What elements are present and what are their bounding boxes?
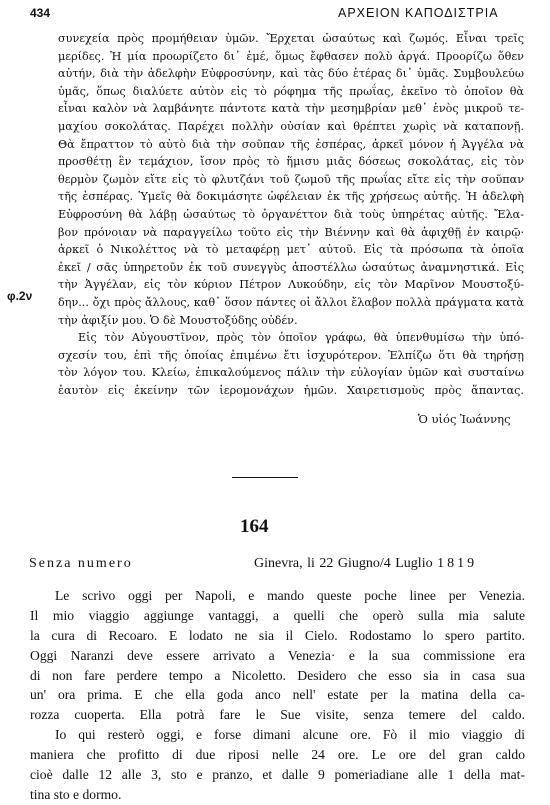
text-line: maniera che profitto di due riposi nelle 24 ore. Le ore del gran caldo	[30, 747, 525, 763]
text-line: Oggi Naranzi deve essere arrivato a Venezia· e la sua commissione era	[30, 647, 525, 663]
signature: Ὁ υἱός Ἰωάννης	[418, 412, 511, 426]
text-line: Io qui resterò oggi, e forse dimani alcune ore. Fò il mio viaggio di	[55, 727, 525, 743]
text-line: ἑαυτὸν εἰς ἐκείνην τῶν ἱερομονάχων ἡμῶν. Χαιρετισμοὺς πρὸς ἅπαντας.	[58, 383, 524, 397]
running-head: ΑΡΧΕΙΟΝ ΚΑΠΟΔΙΣΤΡΙΑ	[338, 6, 499, 20]
section-divider	[232, 477, 298, 478]
text-line: τὸν λόγον του. Κλείω, ἐπικαλούμενος πάλιν τὴν εὐλογίαν ὑμῶν καὶ συσταίνω	[58, 366, 524, 380]
text-line: μερίδες. Ἡ μία προωρίζετο δι᾿ ἐμέ, ὅμως ἔφθασεν πολὺ ἀργά. Προορίζω ὅθεν	[58, 49, 524, 63]
senza-numero-label: Senza numero	[29, 556, 133, 571]
text-line: ὑμᾶς, ὅπως διαλύετε αὐτὸν εἰς τὸ ρόφημα τῆς πρωΐας, ἐκεῖνο τὸ ὁποῖον θὰ	[58, 84, 524, 98]
dateline	[254, 556, 477, 572]
dateline-place-date: Ginevra, li 22 Giugno/4 Luglio	[254, 556, 433, 571]
text-line: θερμὸν ζωμὸν εἴτε εἰς τὸ φλυτζάνι τοῦ ζωμοῦ τῆς πρωΐας εἴτε εἰς τὴν σοῦπαν	[58, 172, 524, 186]
text-line: un' ora prima. E che ella goda anco nell' estate per la matina della ca-	[30, 687, 525, 703]
text-line: Θὰ ἔπραττον τὸ αὐτὸ διὰ τὴν σοῦπαν τῆς ἑσπέρας, ἀρκεῖ μόνον ἡ Ἀγγέλα νὰ	[58, 137, 524, 151]
text-line: ἀρκεῖ ὁ Νικολέττος νὰ τὸ μεταφέρῃ μετ᾿ αὐτοῦ. Εἰς τὰ πρόσωπα τὰ ὁποῖα	[58, 243, 524, 257]
dateline-year: 1819	[437, 556, 478, 571]
text-line: δην... ὄχι πρὸς ἄλλους, καθ᾿ ὅσον πάντες οἱ ἄλλοι ἔλαβον πολλὰ πράγματα κατὰ	[58, 295, 524, 309]
text-line: τὴν ἀφιξίν μου. Ὁ δὲ Μουστοξύδης οὐδέν.	[58, 313, 298, 327]
text-line: προσθέτῃ ἓν τεμάχιον, ἴσον πρὸς τὸ ἥμισυ μιᾶς δόσεως σοκολάτας, εἰς τὸν	[58, 155, 524, 169]
text-line: τὴν Ἀγγέλαν, εἰς τὸν κύριον Πέτρον Λυκούδην, εἰς τὸν Μαρῖνον Μουστοξύ-	[58, 278, 524, 292]
text-line: εἶναι καλὸν νὰ λαμβάνητε πάντοτε κατὰ τὴν μεσημβρίαν μεθ᾿ ἑνὸς μικροῦ τε-	[58, 102, 524, 116]
text-line: tina sto e dormo.	[30, 786, 122, 802]
text-line: di non fare perdere tempo a Nicoletto. Desidero che esso sia in casa sua	[30, 667, 525, 683]
text-line: Εὐφροσύνη θὰ λάβῃ ὡσαύτως τὸ ὀργανέττον διὰ τοὺς ὑπηρέτας αὐτῆς. Ἔλα-	[58, 207, 524, 221]
text-line: μαχίου σοκολάτας. Παρέχει πολλὴν οὐσίαν καὶ θρέπτει χωρὶς νὰ καταπονῇ.	[58, 119, 524, 133]
text-line: βον πρόνοιαν νὰ παραγγείλω τοῦτο εἰς τὴν Βιέννην καὶ θὰ ἀφιχθῇ ἐν καιρῷ·	[58, 225, 524, 239]
folio-margin-note: φ.2ν	[7, 289, 33, 303]
text-line: Il mio viaggio aggiunge vantaggi, a quelli che operò sulla mia salute	[30, 607, 525, 623]
italian-letter-body	[30, 586, 525, 805]
text-line: τῆς ἑσπέρας. Ὑμεῖς θὰ δοκιμάσητε ὠφέλειαν ἐκ τῆς χρήσεως αὐτῆς. Ἡ ἀδελφὴ	[58, 190, 524, 204]
text-line: rozza cuoperta. Ella potrà fare le Sue visite, senza temere del caldo.	[30, 707, 525, 723]
letter-meta	[29, 556, 478, 572]
greek-letter-body	[58, 30, 524, 399]
page-number: 434	[30, 6, 51, 20]
text-line: αὐτήν, διὰ τὴν ἀδελφὴν Εὐφροσύνην, καὶ τὰς δύο ἑτέρας δι᾿ ὑμᾶς. Συμβουλεύω	[58, 67, 524, 81]
text-line: ἐκεῖ / σᾶς ὑπηρετοῦν ἐκ τοῦ συνεγγὺς ἀποστέλλω ὡσαύτως ἀναμνηστικά. Εἰς	[58, 260, 524, 274]
text-line: συνεχεία πρὸς προμήθειαν ὑμῶν. Ἔρχεται ὡσαύτως καὶ ζωμός. Εἶναι τρεῖς	[58, 32, 524, 45]
text-line: σχεσίν του, ἐπὶ τῆς ὁποίας ἐπιμένω ἔτι ἰσχυρότερον. Ἐλπίζω ὅτι θὰ τηρήσῃ	[58, 348, 524, 362]
letter-number: 164	[240, 516, 269, 537]
text-line: la cura di Recoaro. E lodato ne sia il Cielo. Rodostamo lo spero partito.	[30, 627, 525, 643]
text-line: Le scrivo oggi per Napoli, e mando queste poche linee per Venezia.	[55, 588, 525, 603]
text-line: cioè dalle 12 alle 3, sto e pranzo, et dalle 9 pomeriadiane alle 1 della mat-	[30, 767, 525, 783]
text-line: Εἰς τὸν Αὐγουστῖνον, πρὸς τὸν ὁποῖον γράφω, θὰ ὑπενθυμίσω τὴν ὑπό-	[78, 331, 524, 345]
